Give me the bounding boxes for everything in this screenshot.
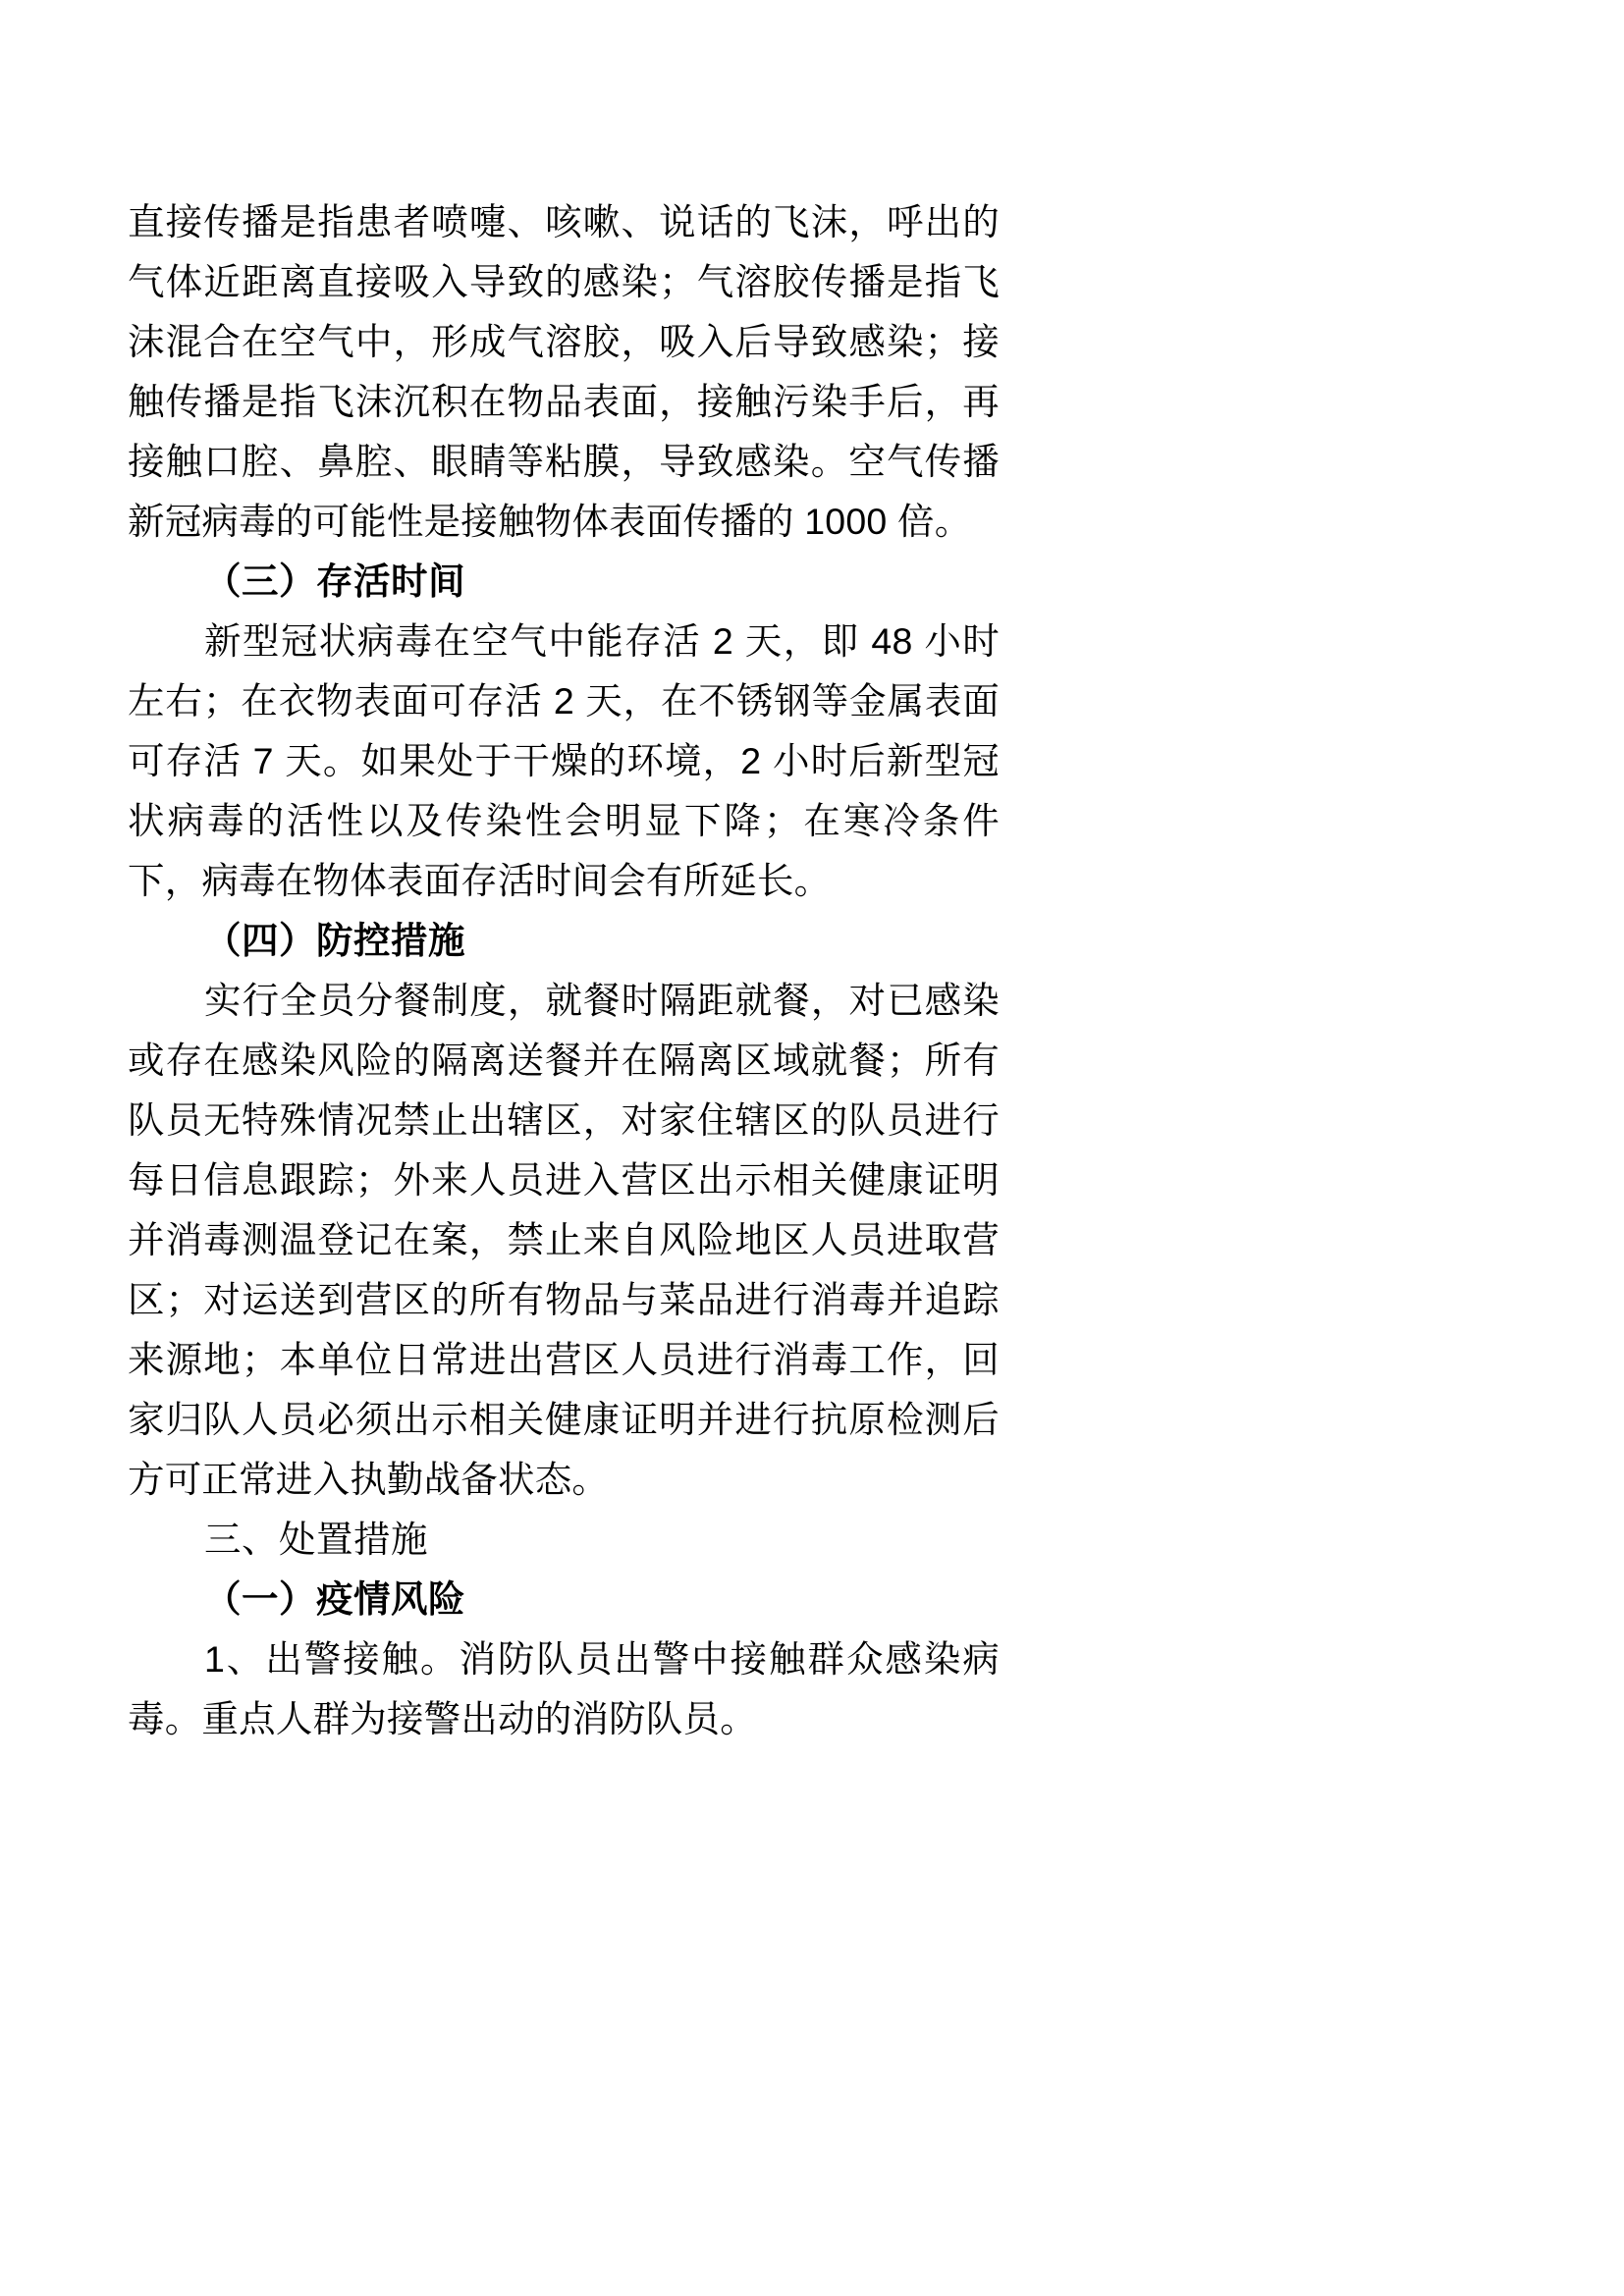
paragraph-survival-time: 新型冠状病毒在空气中能存活 2 天，即 48 小时左右；在衣物表面可存活 2 天，在不锈钢等金属表面可存活 7 天。如果处于干燥的环境，2 小时后新型冠状病毒的活性以及传染性会明显下降；在寒冷条件下，病毒在物体表面存活时间会有所延长。 [128, 620, 1000, 901]
document-content [128, 192, 1000, 1749]
heading-disposal-measures: 三、处置措施 [204, 1519, 428, 1560]
heading-prevention-measures: （四）防控措施 [204, 920, 465, 961]
paragraph-transmission: 直接传播是指患者喷嚏、咳嗽、说话的飞沫，呼出的气体近距离直接吸入导致的感染；气溶胶传播是指飞沫混合在空气中，形成气溶胶，吸入后导致感染；接触传播是指飞沫沉积在物品表面，接触污染手后，再接触口腔、鼻腔、眼睛等粘膜，导致感染。空气传播新冠病毒的可能性是接触物体表面传播的 1000 倍。 [128, 201, 1000, 542]
heading-epidemic-risk: （一）疫情风险 [204, 1578, 465, 1620]
paragraph-dispatch-contact: 1、出警接触。消防队员出警中接触群众感染病毒。重点人群为接警出动的消防队员。 [128, 1638, 1000, 1739]
heading-survival-time: （三）存活时间 [204, 561, 465, 602]
paragraph-prevention-measures: 实行全员分餐制度，就餐时隔距就餐，对已感染或存在感染风险的隔离送餐并在隔离区域就餐；所有队员无特殊情况禁止出辖区，对家住辖区的队员进行每日信息跟踪；外来人员进入营区出示相关健康证明并消毒测温登记在案，禁止来自风险地区人员进取营区；对运送到营区的所有物品与菜品进行消毒并追踪来源地；本单位日常进出营区人员进行消毒工作，回家归队人员必须出示相关健康证明并进行抗原检测后方可正常进入执勤战备状态。 [128, 980, 1000, 1500]
